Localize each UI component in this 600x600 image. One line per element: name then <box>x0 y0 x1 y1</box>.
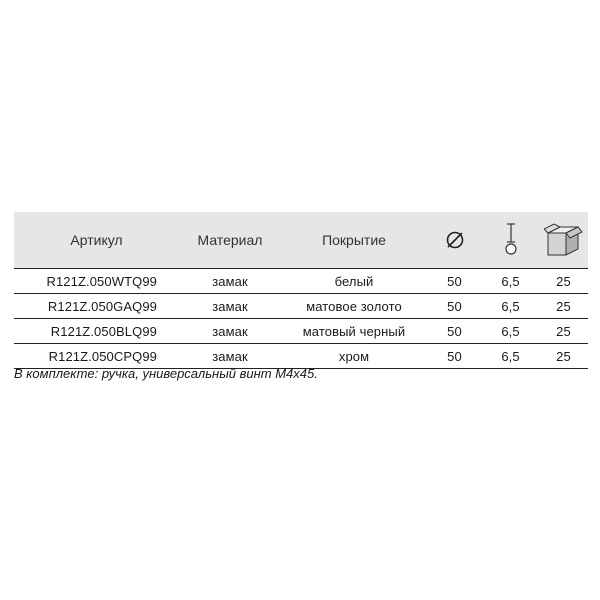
cell-diameter: 50 <box>427 269 482 294</box>
cell-material: замак <box>179 294 281 319</box>
cell-qty: 25 <box>539 344 588 369</box>
package-box-icon <box>544 223 584 257</box>
cell-coating: матовое золото <box>281 294 427 319</box>
cell-coating: белый <box>281 269 427 294</box>
cell-qty: 25 <box>539 294 588 319</box>
cell-article: R121Z.050BLQ99 <box>14 319 179 344</box>
spec-table <box>14 212 588 369</box>
header-article: Артикул <box>14 212 179 269</box>
cell-article: R121Z.050GAQ99 <box>14 294 179 319</box>
cell-length: 6,5 <box>482 344 539 369</box>
header-coating: Покрытие <box>281 212 427 269</box>
table-row <box>14 269 588 294</box>
cell-diameter: 50 <box>427 294 482 319</box>
header-material: Материал <box>179 212 281 269</box>
header-package <box>539 212 588 269</box>
screw-length-icon <box>502 222 520 258</box>
cell-coating: матовый черный <box>281 319 427 344</box>
table-row <box>14 319 588 344</box>
header-row <box>14 212 588 269</box>
cell-article: R121Z.050WTQ99 <box>14 269 179 294</box>
cell-material: замак <box>179 344 281 369</box>
package-contents-note: В комплекте: ручка, универсальный винт М4х45. <box>14 366 318 381</box>
table-row <box>14 294 588 319</box>
cell-length: 6,5 <box>482 269 539 294</box>
cell-material: замак <box>179 319 281 344</box>
header-diameter <box>427 212 482 269</box>
header-screw-length <box>482 212 539 269</box>
table-row <box>14 344 588 369</box>
cell-diameter: 50 <box>427 344 482 369</box>
cell-length: 6,5 <box>482 294 539 319</box>
cell-article: R121Z.050CPQ99 <box>14 344 179 369</box>
cell-coating: хром <box>281 344 427 369</box>
diameter-icon <box>444 229 466 251</box>
cell-length: 6,5 <box>482 319 539 344</box>
cell-diameter: 50 <box>427 319 482 344</box>
cell-material: замак <box>179 269 281 294</box>
cell-qty: 25 <box>539 269 588 294</box>
cell-qty: 25 <box>539 319 588 344</box>
